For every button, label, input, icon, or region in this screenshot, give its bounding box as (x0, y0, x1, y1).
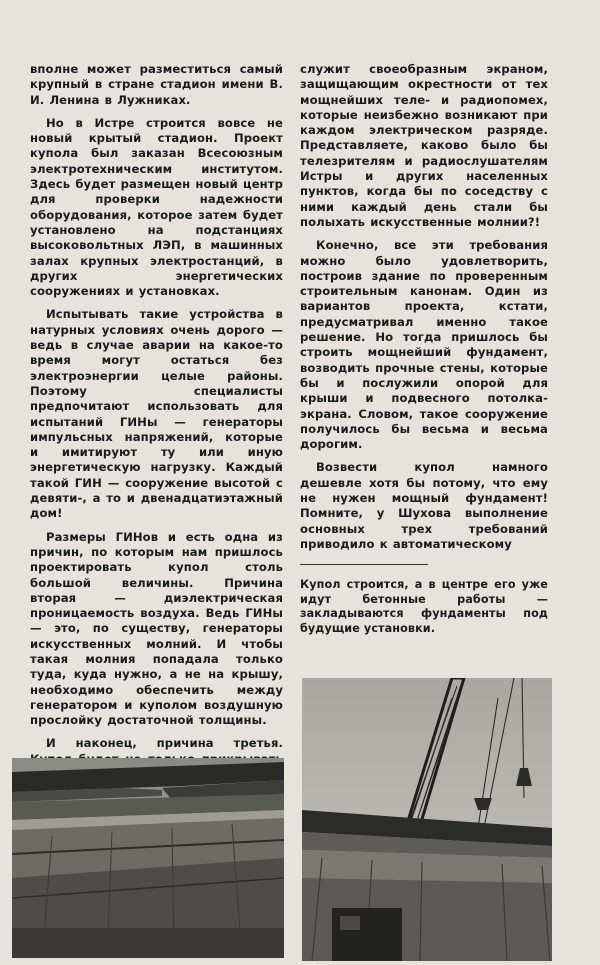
photo-caption: Купол строится, а в центре его уже идут бетонные работы — закладываются фундаменты под будущие установки. (300, 578, 548, 635)
right-text-column (300, 62, 548, 560)
left-paragraph-5: И наконец, причина третья. (46, 736, 283, 751)
crane-construction-photo (302, 678, 552, 961)
left-paragraph-2: Но в Истре строится вовсе не новый крытый стадион. Проект купола был заказан Всесоюзным электротехническим институтом. Здесь будет размещен новый центр для проверки надежности оборудования, которое затем будет установлено на подстанциях высоковольтных ЛЭП, в машинных залах крупных электростанций, в других энергетических сооружениях и установках. (30, 115, 283, 299)
right-paragraph-3: Возвести купол намного дешевле хотя бы потому, что ему не нужен мощный фундамент! Помните, у Шухова выполнение основных трех требований приводило к автоматическому (300, 460, 548, 551)
dome-construction-photo (12, 758, 284, 958)
left-paragraph-1: вполне может разместиться самый крупный в стране стадион имени В. И. Ленина в Лужниках. (30, 62, 283, 107)
right-paragraph-1: служит своеобразным экраном, защищающим окрестности от тех мощнейших теле- и радиопомех, которые неизбежно возникают при каждом электрическом разряде. Представляете, каково было бы телезрителям и радиослушателям Истры и других населенных пунктов, когда бы по соседству с ними каждый день стали бы полыхать искусственные молнии?! (300, 62, 548, 229)
right-paragraph-2: Конечно, все эти требования можно было удовлетворить, построив здание по проверенным строительным канонам. Один из вариантов проекта, кстати, предусматривал именно такое решение. Но тогда пришлось бы строить мощнейший фундамент, возводить прочные стены, которые бы и послужили опорой для крыши и подвесного потолка-экрана. Словом, такое сооружение получилось бы весьма и весьма дорогим. (300, 238, 548, 452)
caption-divider (300, 564, 428, 565)
left-paragraph-4: Размеры ГИНов и есть одна из причин, по которым нам пришлось проектировать купол столь большой величины. Причина вторая — диэлектрическая проницаемость воздуха. Ведь ГИНы — это, по существу, генераторы искусственных молний. И чтобы такая молния попадала только туда, куда нужно, а не на крышу, необходимо обеспечить между генератором и куполом воздушную прослойку достаточной толщины. (30, 529, 283, 728)
left-paragraph-3: Испытывать такие устройства в натурных условиях очень дорого — ведь в случае аварии на какое-то время могут остаться без электроэнергии целые районы. Поэтому специалисты предпочитают использовать для испытаний ГИНы — генераторы импульсных напряжений, которые и имитируют ту или иную энергетическую нагрузку. Каждый такой ГИН — сооружение высотой с девяти-, а то и двенадцатиэтажный дом! (30, 307, 283, 521)
left-text-column (30, 62, 283, 790)
